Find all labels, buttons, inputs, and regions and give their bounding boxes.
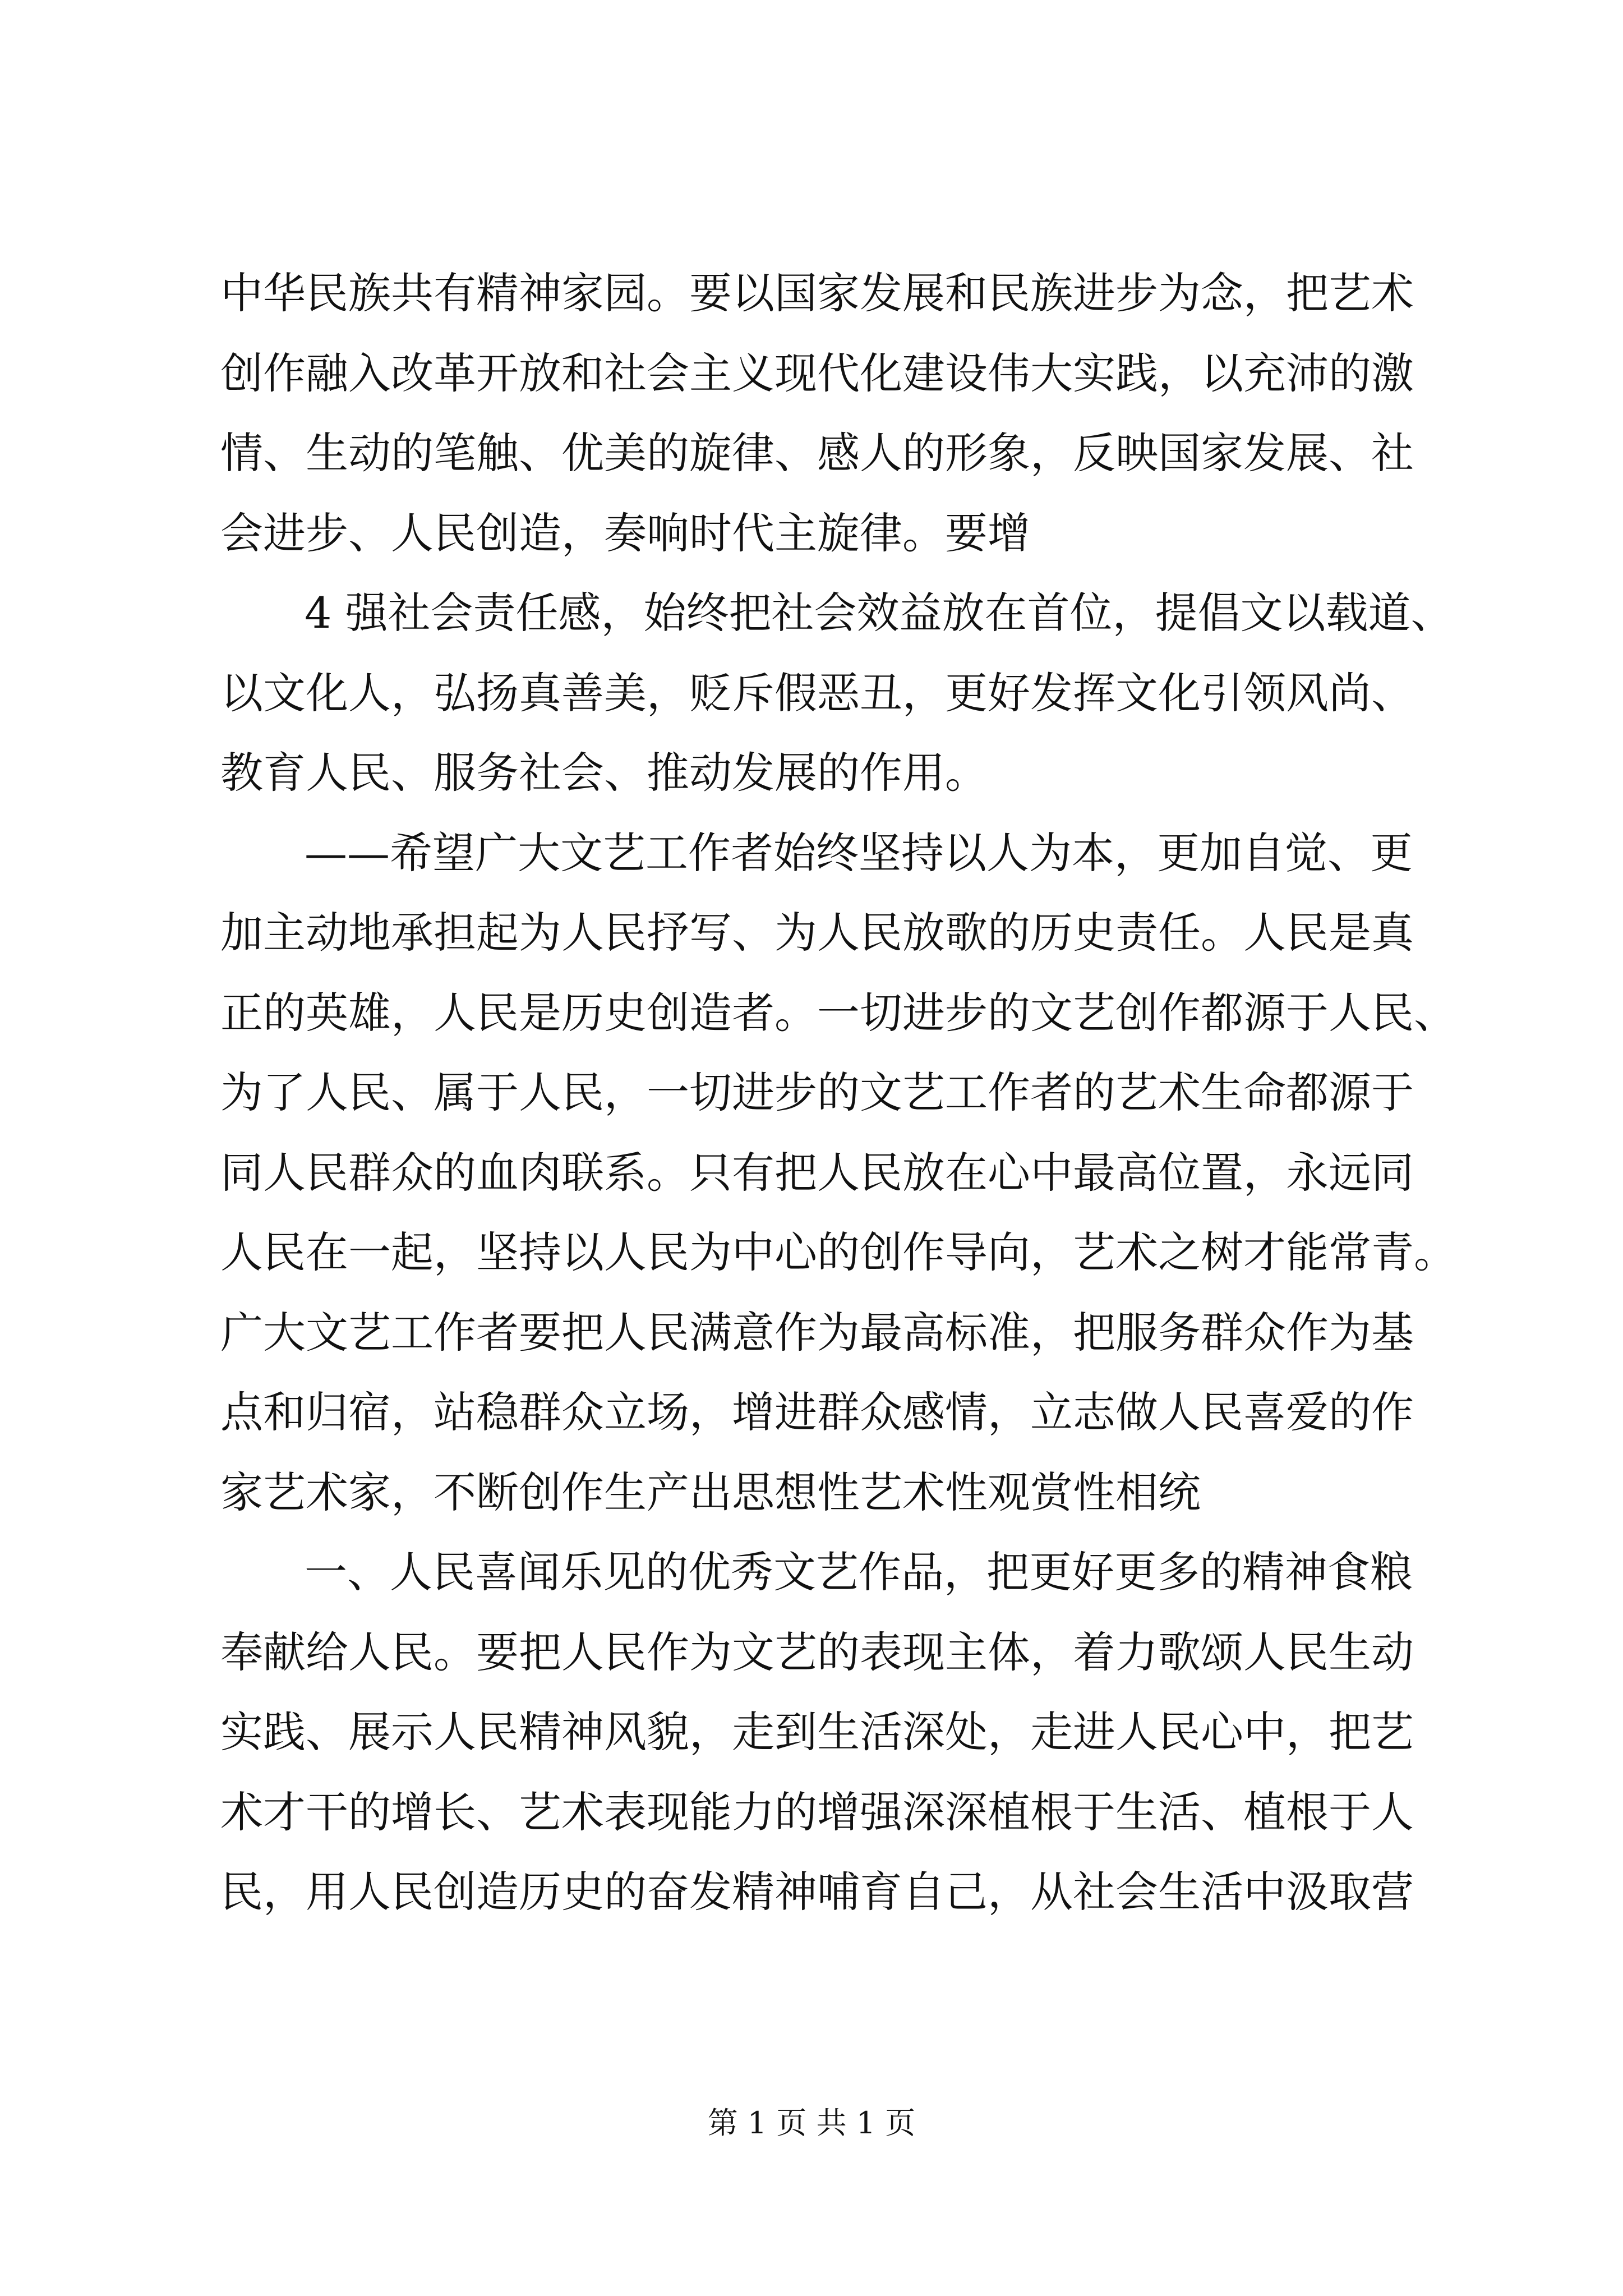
text-line: 家艺术家，不断创作生产出思想性艺术性观赏性相统 — [220, 1467, 1201, 1517]
text-line: 点和归宿，站稳群众立场，增进群众感情，立志做人民喜爱的作 — [220, 1387, 1414, 1437]
text-line: 4 强社会责任感，始终把社会效益放在首位，提倡文以载道、 — [305, 588, 1454, 638]
text-line: 术才干的增长、艺术表现能力的增强深深植根于生活、植根于人 — [220, 1787, 1414, 1837]
page-number-label: 第 1 页 共 1 页 — [707, 2105, 916, 2141]
text-line: 加主动地承担起为人民抒写、为人民放歌的历史责任。人民是真 — [220, 908, 1414, 958]
text-line: 正的英雄，人民是历史创造者。一切进步的文艺创作都源于人民、 — [220, 987, 1456, 1038]
text-line: 一、人民喜闻乐见的优秀文艺作品，把更好更多的精神食粮 — [305, 1547, 1413, 1597]
text-line: 民，用人民创造历史的奋发精神哺育自己，从社会生活中汲取营 — [220, 1867, 1414, 1917]
document-body — [220, 254, 1456, 1932]
text-line: 广大文艺工作者要把人民满意作为最高标准，把服务群众作为基 — [220, 1307, 1414, 1358]
text-line: 情、生动的笔触、优美的旋律、感人的形象，反映国家发展、社 — [220, 428, 1414, 478]
text-line: ——希望广大文艺工作者始终坚持以人为本，更加自觉、更 — [305, 827, 1413, 878]
text-line: 创作融入改革开放和社会主义现代化建设伟大实践，以充沛的激 — [220, 348, 1414, 398]
text-line: 同人民群众的血肉联系。只有把人民放在心中最高位置，永远同 — [220, 1147, 1414, 1198]
text-line: 奉献给人民。要把人民作为文艺的表现主体，着力歌颂人民生动 — [220, 1627, 1414, 1677]
page-footer — [0, 2104, 1623, 2143]
text-line: 实践、展示人民精神风貌，走到生活深处，走进人民心中，把艺 — [220, 1707, 1414, 1757]
text-line: 教育人民、服务社会、推动发展的作用。 — [220, 748, 988, 798]
text-line: 会进步、人民创造，奏响时代主旋律。要增 — [220, 508, 1030, 558]
text-line: 中华民族共有精神家园。要以国家发展和民族进步为念，把艺术 — [220, 268, 1414, 318]
text-line: 为了人民、属于人民，一切进步的文艺工作者的艺术生命都源于 — [220, 1068, 1414, 1117]
text-line: 以文化人，弘扬真善美，贬斥假恶丑，更好发挥文化引领风尚、 — [220, 668, 1414, 718]
text-line: 人民在一起，坚持以人民为中心的创作导向，艺术之树才能常青。 — [220, 1227, 1456, 1277]
